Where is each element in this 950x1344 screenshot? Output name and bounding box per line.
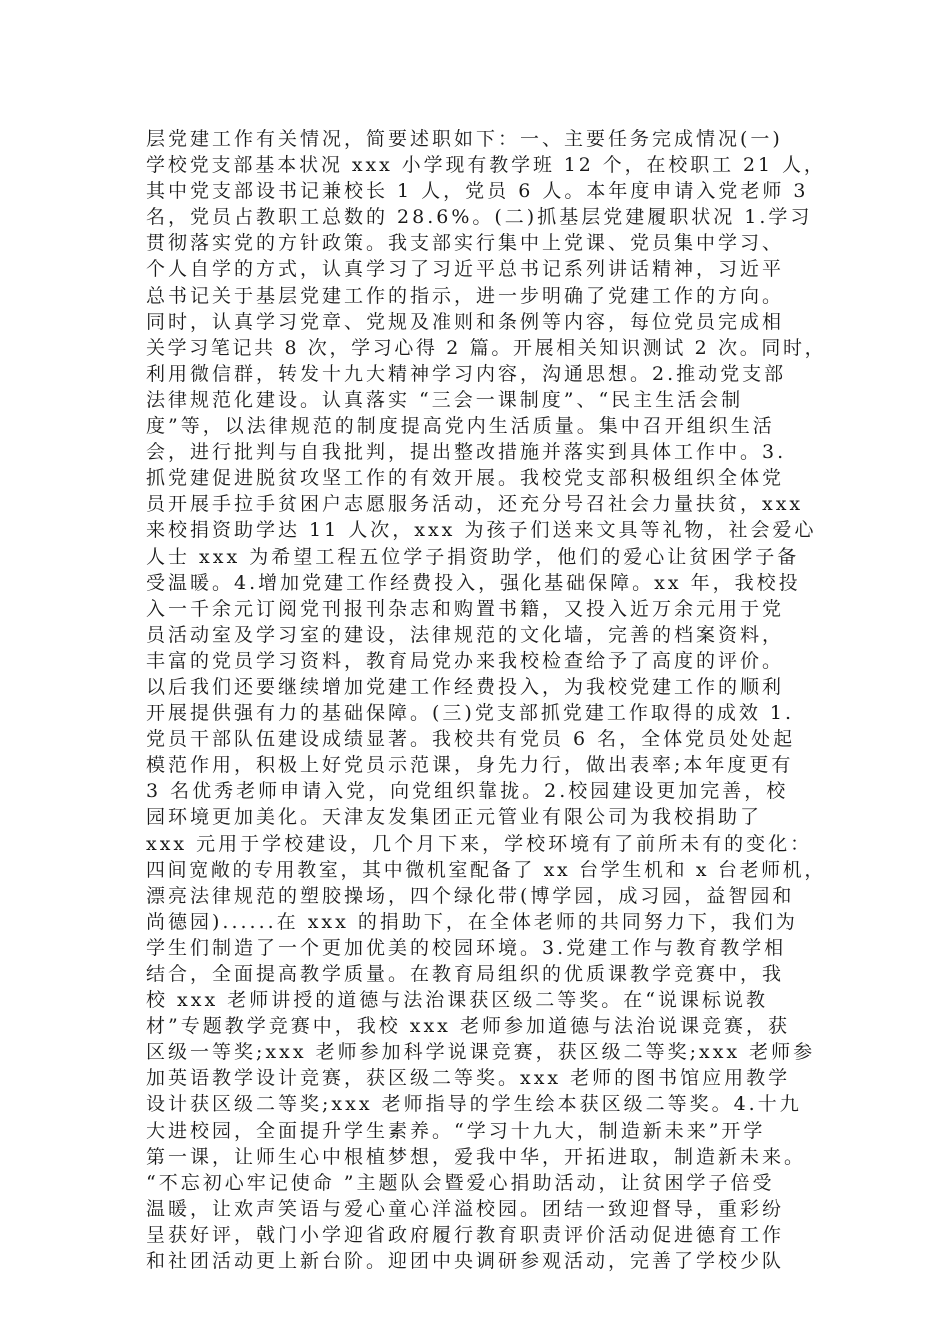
text-line: 温暖，让欢声笑语与爱心童心洋溢校园。团结一致迎督导，重彩纷 (146, 1197, 785, 1220)
text-line: 利用微信群，转发十九大精神学习内容，沟通思想。2.推动党支部 (146, 362, 787, 385)
text-line: 呈获好评，戟门小学迎省政府履行教育职责评价活动促进德育工作 (146, 1223, 785, 1246)
text-line: 尚德园)......在 xxx 的捐助下，在全体老师的共同努力下，我们为 (146, 910, 798, 933)
text-line: 学校党支部基本状况 xxx 小学现有教学班 12 个，在校职工 21 人， (146, 154, 826, 177)
text-line: 关学习笔记共 8 次，学习心得 2 篇。开展相关知识测试 2 次。同时， (146, 336, 827, 359)
text-line: 人士 xxx 为希望工程五位学子捐资助学，他们的爱心让贫困学子备 (146, 545, 800, 568)
text-line: 员活动室及学习室的建设，法律规范的文化墙，完善的档案资料， (146, 623, 785, 646)
text-line: 其中党支部设书记兼校长 1 人，党员 6 人。本年度申请入党老师 3 (146, 180, 809, 203)
text-line: 四间宽敞的专用教室，其中微机室配备了 xx 台学生机和 x 台老师机， (146, 858, 827, 881)
text-line: 入一千余元订阅党刊报刊杂志和购置书籍，又投入近万余元用于党 (146, 597, 785, 620)
text-line: 同时，认真学习党章、党规及准则和条例等内容，每位党员完成相 (146, 310, 785, 333)
body-text (146, 126, 826, 1274)
text-line: 受温暖。4.增加党建工作经费投入，强化基础保障。xx 年，我校投 (146, 571, 801, 594)
text-line: 员开展手拉手贫困户志愿服务活动，还充分号召社会力量扶贫，xxx (146, 493, 804, 516)
text-line: 个人自学的方式，认真学习了习近平总书记系列讲话精神，习近平 (146, 258, 785, 281)
text-line: 学生们制造了一个更加优美的校园环境。3.党建工作与教育教学相 (146, 936, 787, 959)
text-line: 和社团活动更上新台阶。迎团中央调研参观活动，完善了学校少队 (146, 1250, 785, 1273)
text-line: 名，党员占教职工总数的 28.6%。(二)抓基层党建履职状况 1.学习 (146, 206, 813, 229)
text-line: 设计获区级二等奖;xxx 老师指导的学生绘本获区级二等奖。4.十九 (146, 1093, 802, 1116)
text-line: 第一课，让师生心中根植梦想，爱我中华，开拓进取，制造新未来。 (146, 1145, 807, 1168)
text-line: 党员干部队伍建设成绩显著。我校共有党员 6 名，全体党员处处起 (146, 728, 796, 751)
text-line: 结合，全面提高教学质量。在教育局组织的优质课教学竞赛中，我 (146, 963, 785, 985)
text-line: 校 xxx 老师讲授的道德与法治课获区级二等奖。在“说课标说教 (146, 989, 768, 1012)
text-line: 抓党建促进脱贫攻坚工作的有效开展。我校党支部积极组织全体党 (146, 467, 785, 490)
text-line: 漂亮法律规范的塑胶操场，四个绿化带(博学园，成习园，益智园和 (146, 884, 795, 907)
text-line: 来校捐资助学达 11 人次，xxx 为孩子们送来文具等礼物，社会爱心 (146, 519, 817, 542)
text-line: 会，进行批判与自我批判，提出整改措施并落实到具体工作中。3. (146, 441, 787, 464)
text-line: 法律规范化建设。认真落实 “三会一课制度”、“民主生活会制 (146, 388, 744, 411)
text-line: 大进校园，全面提升学生素养。“学习十九大，制造新未来”开学 (146, 1119, 766, 1142)
text-line: 总书记关于基层党建工作的指示，进一步明确了党建工作的方向。 (146, 284, 785, 307)
text-line: 贯彻落实党的方针政策。我支部实行集中上党课、党员集中学习、 (146, 232, 785, 255)
text-line: 3 名优秀老师申请入党，向党组织靠拢。2.校园建设更加完善，校 (146, 780, 789, 803)
text-line: 丰富的党员学习资料，教育局党办来我校检查给予了高度的评价。 (146, 649, 785, 672)
text-line: 层党建工作有关情况，简要述职如下：一、主要任务完成情况(一) (146, 128, 783, 150)
text-line: xxx 元用于学校建设，几个月下来，学校环境有了前所未有的变化： (146, 832, 813, 855)
text-line: 模范作用，积极上好党员示范课，身先力行，做出表率;本年度更有 (146, 754, 794, 777)
text-line: 度”等，以法律规范的制度提高党内生活质量。集中召开组织生活 (146, 415, 775, 438)
text-line: “不忘初心牢记使命 ”主题队会暨爱心捐助活动，让贫困学子倍受 (146, 1171, 775, 1194)
text-line: 加英语教学设计竞赛，获区级二等奖。xxx 老师的图书馆应用教学 (146, 1067, 791, 1090)
text-line: 区级一等奖;xxx 老师参加科学说课竞赛，获区级二等奖;xxx 老师参 (146, 1041, 816, 1064)
text-line: 材”专题教学竞赛中，我校 xxx 老师参加道德与法治说课竞赛，获 (146, 1015, 790, 1038)
text-line: 开展提供强有力的基础保障。(三)党支部抓党建工作取得的成效 1. (146, 702, 794, 725)
text-line: 以后我们还要继续增加党建工作经费投入，为我校党建工作的顺利 (146, 675, 785, 698)
text-line: 园环境更加美化。天津友发集团正元管业有限公司为我校捐助了 (146, 806, 763, 829)
